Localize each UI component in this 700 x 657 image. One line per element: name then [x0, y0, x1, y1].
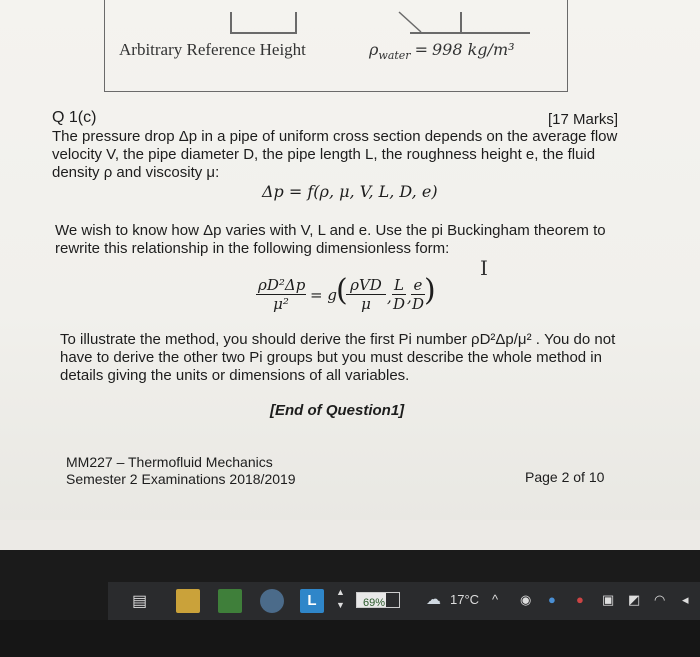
browser-icon[interactable]	[260, 589, 284, 613]
question-paragraph-2: We wish to know how Δp varies with V, L and e. Use the pi Buckingham theorem to rewrite this relationship in the following dimensionless form:	[55, 222, 606, 257]
equals-g: = g	[310, 286, 337, 304]
term3-denominator: D	[411, 295, 425, 313]
scroll-arrows-icon[interactable]: ▲ ▼	[336, 587, 345, 610]
show-hidden-icons-chevron[interactable]: ^	[492, 592, 499, 607]
rho-subscript: water	[378, 49, 411, 63]
open-paren: (	[336, 273, 348, 308]
course-info	[66, 454, 296, 488]
pipe-wall-left	[230, 12, 232, 34]
battery-percentage: 69%	[363, 597, 386, 609]
battery-indicator[interactable]	[356, 592, 400, 608]
text-cursor-icon: I	[480, 256, 488, 280]
screen-bottom-strip	[0, 520, 700, 550]
term1-denominator: μ	[361, 295, 371, 313]
water-density-label	[369, 40, 515, 62]
question-paragraph-1: The pressure drop Δp in a pipe of uniform cross section depends on the average flow velocity V, the pipe diameter D, the pipe length L, the roughness height e, the fluid density ρ and viscosity μ:	[52, 128, 618, 181]
speaker-icon[interactable]: ◂	[682, 592, 689, 607]
bluetooth-icon[interactable]: ●	[548, 592, 556, 607]
tank-diagram	[104, 0, 568, 92]
pipe-wall-right	[295, 12, 297, 34]
pipe-wall-mid	[460, 12, 462, 32]
term3-numerator: e	[411, 276, 425, 295]
cloud-icon: ☁	[426, 591, 441, 608]
file-explorer-icon[interactable]	[176, 589, 200, 613]
question-paragraph-3: To illustrate the method, you should derive the first Pi number ρD²Δp/μ² . You do not have to derive the other two Pi groups but you must describe the whole method in details giving the units or dimensions of all variables.	[60, 331, 616, 384]
term1-numerator: ρVD	[346, 276, 386, 295]
store-icon[interactable]	[218, 589, 242, 613]
task-view-icon[interactable]: ▤	[132, 593, 148, 610]
term2-denominator: D	[392, 295, 406, 313]
weather-temperature[interactable]: 17°C	[450, 592, 480, 607]
rho-symbol: ρ	[369, 40, 379, 59]
comma-2: ,	[407, 288, 412, 306]
term2-numerator: L	[392, 276, 406, 295]
equation-dimensionless	[256, 270, 436, 322]
water-surface-line	[410, 32, 530, 34]
question-marks: [17 Marks]	[547, 111, 618, 128]
term3-fraction	[411, 276, 425, 313]
pipe-bottom	[230, 32, 297, 34]
equation-pressure-drop: Δp = f(ρ, μ, V, L, D, e)	[262, 182, 438, 201]
course-name: MM227 – Thermofluid Mechanics	[66, 454, 273, 470]
semester-info: Semester 2 Examinations 2018/2019	[66, 471, 296, 487]
page-number: Page 2 of 10	[525, 469, 605, 485]
term2-fraction	[392, 276, 406, 313]
lower-bezel	[0, 620, 700, 657]
pipe-bend	[397, 10, 427, 34]
end-of-question: [End of Question1]	[270, 402, 405, 419]
water-density-value: 998 kg/m³	[431, 40, 515, 59]
lhs-denominator: μ²	[273, 295, 289, 313]
term1-fraction	[346, 276, 386, 313]
question-title: Q 1(c)	[52, 109, 97, 126]
lhs-numerator: ρD²Δp	[258, 276, 306, 294]
close-paren: )	[424, 273, 436, 308]
hardware-icon[interactable]: ▣	[602, 592, 615, 607]
circle-icon[interactable]: ◉	[520, 592, 532, 607]
lhs-fraction	[256, 276, 306, 313]
taskbar	[108, 582, 700, 620]
tray-app-icon[interactable]: ●	[576, 592, 584, 607]
comma-1: ,	[387, 288, 392, 306]
equals-sign: =	[414, 40, 428, 59]
app-l-icon[interactable]: L	[300, 589, 324, 613]
reference-height-label: Arbitrary Reference Height	[119, 40, 306, 59]
display-icon[interactable]: ◩	[628, 592, 641, 607]
wifi-icon[interactable]: ◠	[654, 592, 666, 607]
